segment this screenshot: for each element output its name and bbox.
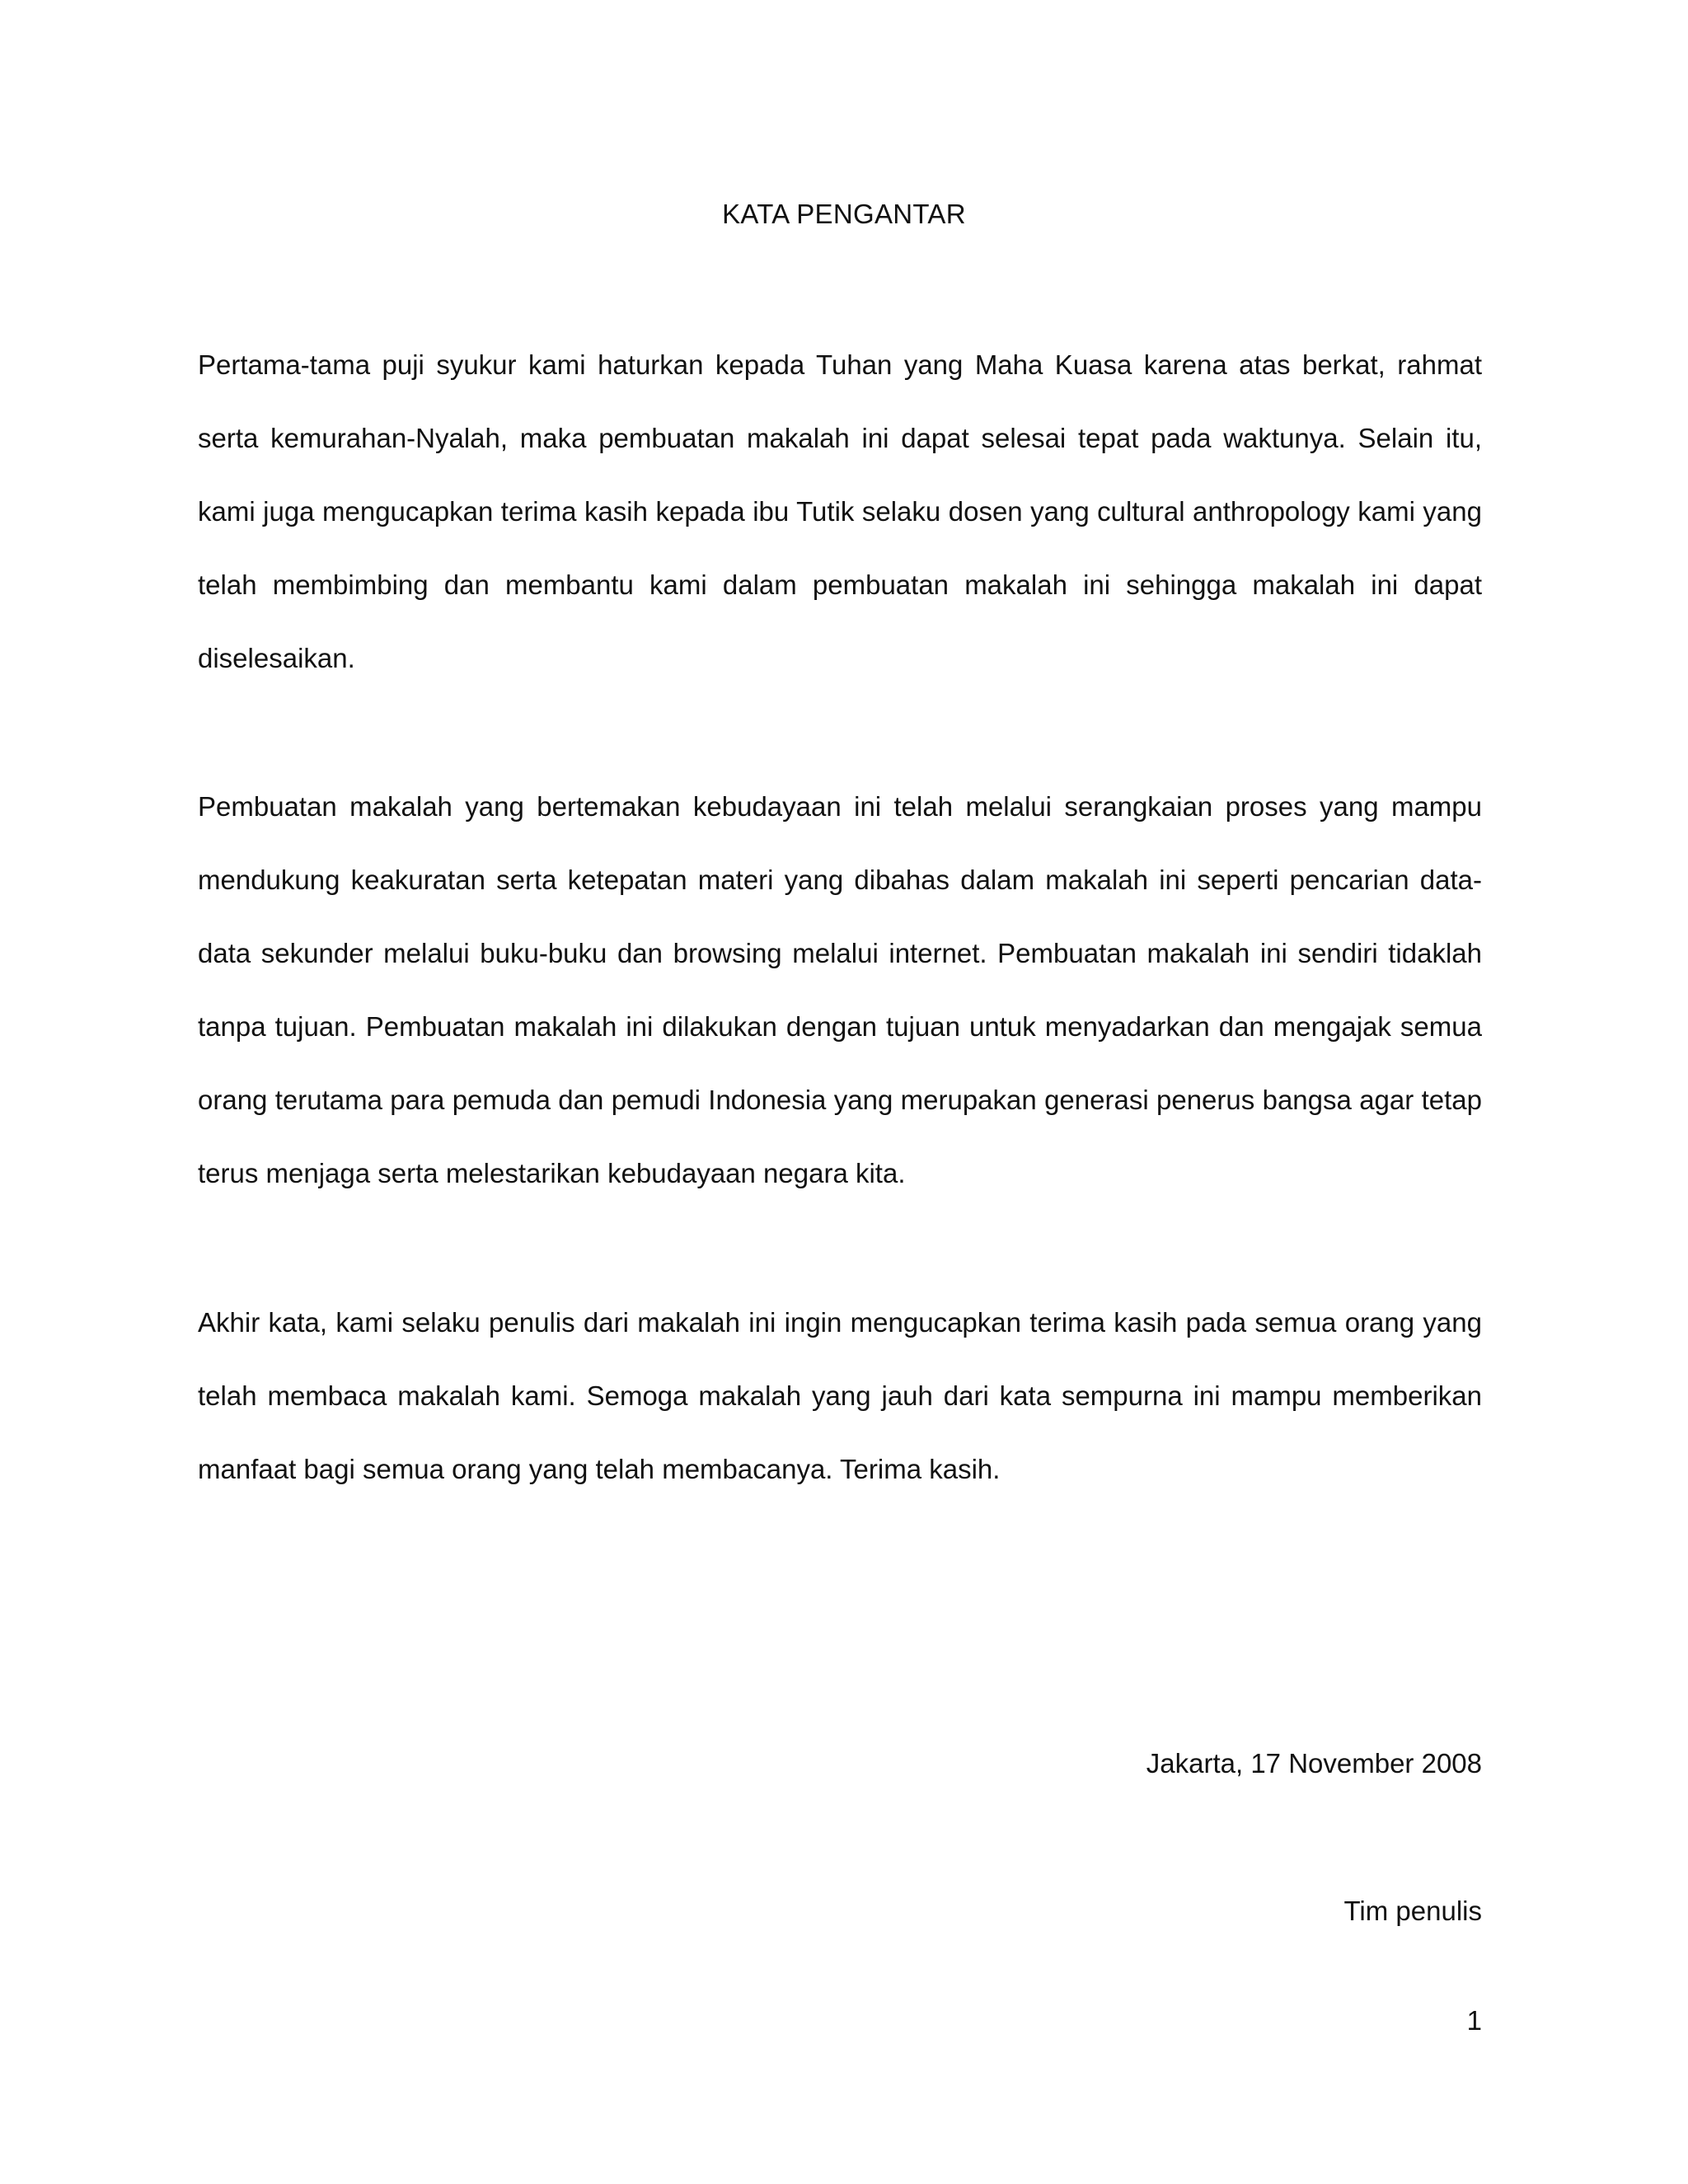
- page-number: 1: [1466, 2005, 1482, 2036]
- page-title: KATA PENGANTAR: [722, 199, 966, 229]
- author-signature: Tim penulis: [1343, 1896, 1482, 1926]
- paragraph-closing: Akhir kata, kami selaku penulis dari makalah ini ingin mengucapkan terima kasih pada semua orang yang telah membaca makalah kami. Semoga makalah yang jauh dari kata sempurna ini mampu memberikan manfaat bagi semua orang yang telah membacanya. Terima kasih.: [198, 1307, 1482, 1484]
- paragraph-purpose: Pembuatan makalah yang bertemakan kebudayaan ini telah melalui serangkaian proses yang mampu mendukung keakuratan serta ketepatan materi yang dibahas dalam makalah ini seperti pencarian data-data sekunder melalui buku-buku dan browsing melalui internet. Pembuatan makalah ini sendiri tidaklah tanpa tujuan. Pembuatan makalah ini dilakukan dengan tujuan untuk menyadarkan dan mengajak semua orang terutama para pemuda dan pemudi Indonesia yang merupakan generasi penerus bangsa agar tetap terus menjaga serta melestarikan kebudayaan negara kita.: [198, 791, 1482, 1188]
- place-date: Jakarta, 17 November 2008: [1146, 1748, 1482, 1779]
- paragraph-opening: Pertama-tama puji syukur kami haturkan kepada Tuhan yang Maha Kuasa karena atas berkat, rahmat serta kemurahan-Nyalah, maka pembuatan makalah ini dapat selesai tepat pada waktunya. Selain itu, kami juga mengucapkan terima kasih kepada ibu Tutik selaku dosen yang cultural anthropology kami yang telah membimbing dan membantu kami dalam pembuatan makalah ini sehingga makalah ini dapat diselesaikan.: [198, 349, 1482, 673]
